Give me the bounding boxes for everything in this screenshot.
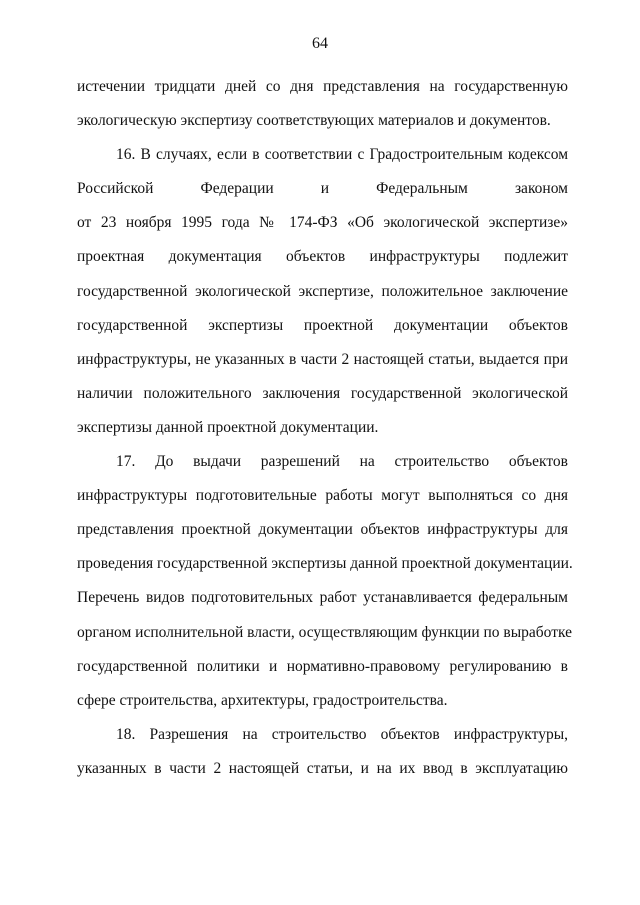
- paragraph-18: [77, 718, 568, 786]
- text-line: инфраструктуры подготовительные работы могут выполняться со дня: [77, 487, 568, 505]
- text-line: представления проектной документации объектов инфраструктуры для: [77, 521, 568, 539]
- text-line: государственной экспертизы проектной документации объектов: [77, 316, 568, 334]
- text-line: сфере строительства, архитектуры, градостроительства.: [77, 691, 448, 709]
- text-line: указанных в части 2 настоящей статьи, и на их ввод в эксплуатацию: [77, 759, 568, 777]
- text-line: проведения государственной экспертизы данной проектной документации.: [77, 555, 573, 573]
- page-number: 64: [312, 35, 328, 52]
- text-line: 16. В случаях, если в соответствии с Градостроительным кодексом: [116, 146, 568, 164]
- paragraph-continuation: [77, 70, 568, 138]
- text-line: экологическую экспертизу соответствующих материалов и документов.: [77, 112, 551, 130]
- paragraph-16: [77, 138, 568, 445]
- text-line: экспертизы данной проектной документации.: [77, 418, 379, 436]
- text-line: проектная документация объектов инфраструктуры подлежит: [77, 248, 568, 266]
- text-line: инфраструктуры, не указанных в части 2 настоящей статьи, выдается при: [77, 350, 568, 368]
- text-line: наличии положительного заключения государственной экологической: [77, 384, 568, 402]
- text-line: истечении тридцати дней со дня представления на государственную: [77, 78, 568, 95]
- paragraph-17: [77, 445, 573, 718]
- text-line: Российской Федерации и Федеральным законом: [77, 180, 568, 198]
- text-line: 18. Разрешения на строительство объектов инфраструктуры,: [116, 725, 568, 743]
- text-line: государственной экологической экспертизе, положительное заключение: [77, 282, 568, 300]
- text-line: органом исполнительной власти, осуществляющим функции по выработке: [77, 623, 573, 641]
- text-line: Перечень видов подготовительных работ устанавливается федеральным: [77, 589, 568, 607]
- document-body: [77, 70, 573, 786]
- text-line: 17. До выдачи разрешений на строительство объектов: [116, 453, 568, 471]
- text-line: государственной политики и нормативно-правовому регулированию в: [77, 657, 568, 675]
- text-line: от 23 ноября 1995 года № 174-ФЗ «Об экологической экспертизе»: [77, 214, 568, 232]
